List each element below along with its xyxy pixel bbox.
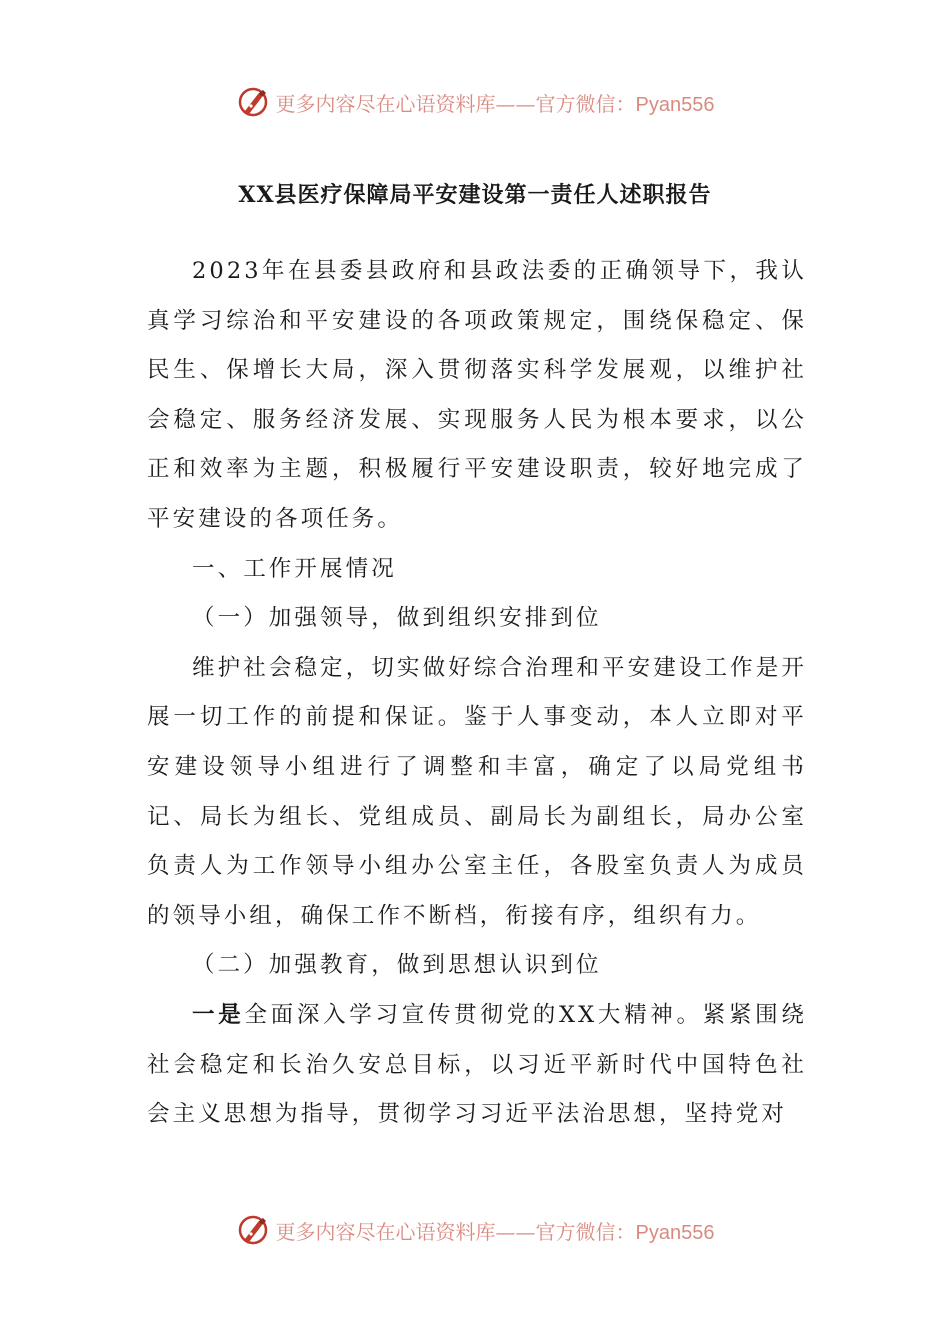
paragraph-leadership: 维护社会稳定，切实做好综合治理和平安建设工作是开展一切工作的前提和保证。鉴于人事变动，本人立即对平安建设领导小组进行了调整和丰富，确定了以局党组书记、局长为组长、党组成员、副局长为副组长，局办公室负责人为工作领导小组办公室主任，各股室负责人为成员的领导小组，确保工作不断档，衔接有序，组织有力。	[147, 654, 807, 929]
section-heading-1: 一、工作开展情况	[192, 555, 397, 582]
pen-nib-logo-icon	[236, 1213, 270, 1247]
banner-text: 更多内容尽在心语资料库——官方微信：Pyan556	[275, 1219, 715, 1244]
banner-wechat-id: Pyan556	[635, 93, 715, 116]
header-watermark-banner	[0, 82, 950, 122]
paragraph-education-text: 全面深入学习宣传贯彻党的XX大精神。紧紧围绕社会稳定和长治久安总目标，以习近平新时代中国特色社会主义思想为指导，贯彻学习习近平法治思想，坚持党对	[147, 1001, 807, 1128]
paragraph-lead-word: 一是	[192, 1001, 245, 1028]
subsection-heading-2: （二）加强教育，做到思想认识到位	[192, 952, 602, 979]
paragraph-intro: 2023年在县委县政府和县政法委的正确领导下，我认真学习综治和平安建设的各项政策规定，围绕保稳定、保民生、保增长大局，深入贯彻落实科学发展观，以维护社会稳定、服务经济发展、实现服务人民为根本要求，以公正和效率为主题，积极履行平安建设职责，较好地完成了平安建设的各项任务。	[147, 258, 807, 532]
paragraph-education	[147, 991, 807, 1140]
document-title: XX县医疗保障局平安建设第一责任人述职报告	[238, 182, 712, 208]
banner-wechat-id: Pyan556	[635, 1221, 715, 1244]
footer-watermark-banner	[0, 1210, 950, 1250]
banner-text: 更多内容尽在心语资料库——官方微信：Pyan556	[275, 91, 715, 116]
document-body	[147, 247, 807, 1140]
subsection-heading-1: （一）加强领导，做到组织安排到位	[192, 605, 602, 632]
pen-nib-logo-icon	[236, 85, 270, 119]
